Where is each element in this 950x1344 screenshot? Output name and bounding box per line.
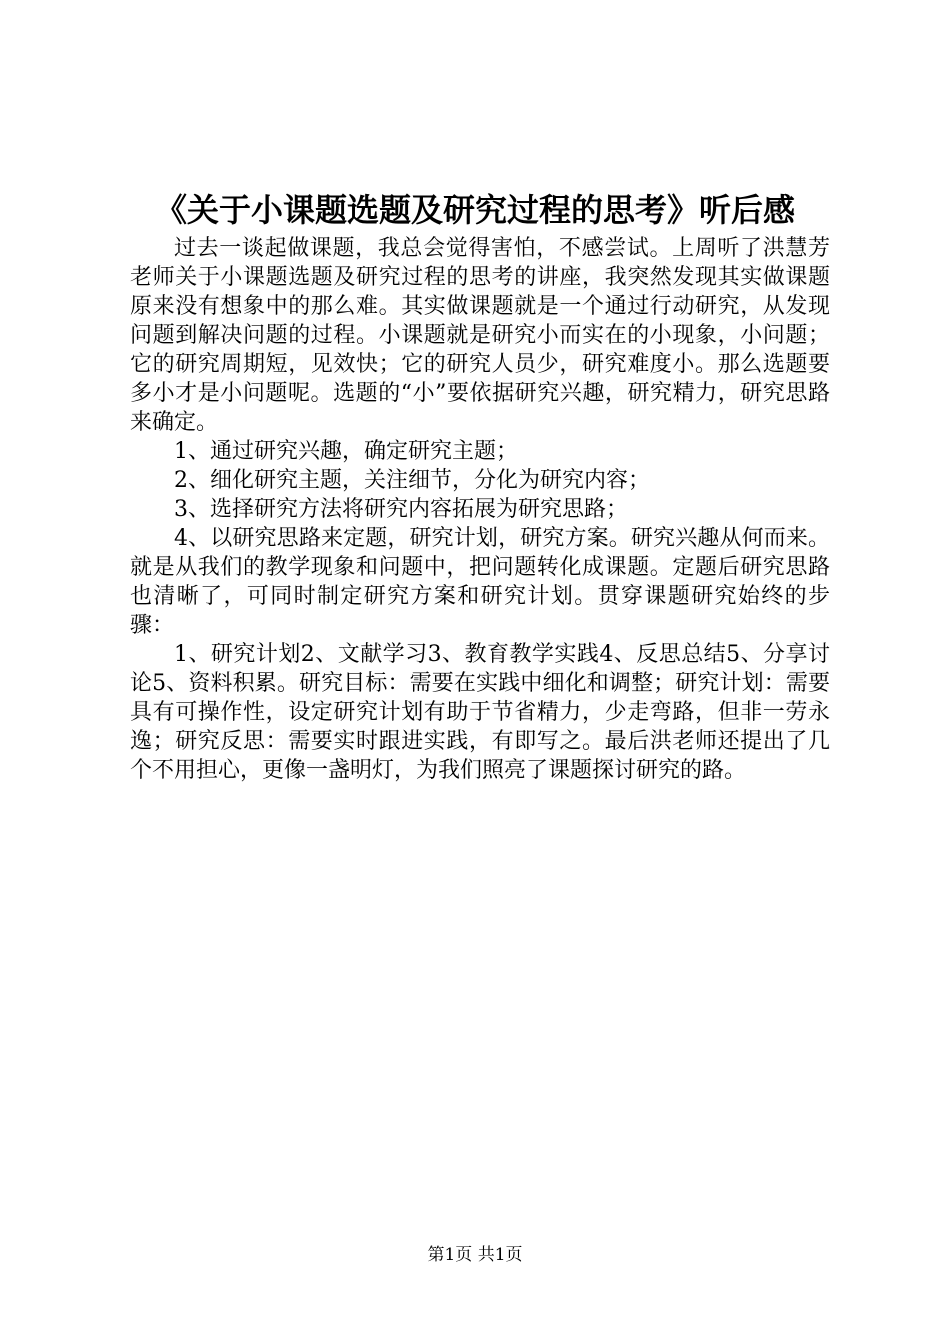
document-body bbox=[130, 234, 830, 785]
paragraph-step-4: 4、以研究思路来定题，研究计划，研究方案。研究兴趣从何而来。就是从我们的教学现象和问题中，把问题转化成课题。定题后研究思路也清晰了，可同时制定研究方案和研究计划。贯穿课题研究始终的步骤： bbox=[130, 526, 830, 638]
paragraph-step-3: 3、选择研究方法将研究内容拓展为研究思路； bbox=[174, 497, 628, 522]
document-title: 《关于小课题选题及研究过程的思考》听后感 bbox=[154, 191, 795, 229]
paragraph-step-2: 2、细化研究主题，关注细节，分化为研究内容； bbox=[174, 468, 650, 493]
page-number-footer: 第1页 共1页 bbox=[427, 1245, 523, 1265]
paragraph-steps-summary: 1、研究计划2、文献学习3、教育教学实践4、反思总结5、分享讨论5、资料积累。研究目标：需要在实践中细化和调整；研究计划：需要具有可操作性，设定研究计划有助于节省精力，少走弯路，但非一劳永逸；研究反思：需要实时跟进实践，有即写之。最后洪老师还提出了几个不用担心，更像一盏明灯，为我们照亮了课题探讨研究的路。 bbox=[130, 642, 830, 783]
paragraph-step-1: 1、通过研究兴趣，确定研究主题； bbox=[174, 439, 518, 464]
paragraph-intro: 过去一谈起做课题，我总会觉得害怕，不感尝试。上周听了洪慧芳老师关于小课题选题及研究过程的思考的讲座，我突然发现其实做课题原来没有想象中的那么难。其实做课题就是一个通过行动研究，从发现问题到解决问题的过程。小课题就是研究小而实在的小现象，小问题；它的研究周期短，见效快；它的研究人员少，研究难度小。那么选题要多小才是小问题呢。选题的“小”要依据研究兴趣，研究精力，研究思路来确定。 bbox=[130, 236, 830, 435]
